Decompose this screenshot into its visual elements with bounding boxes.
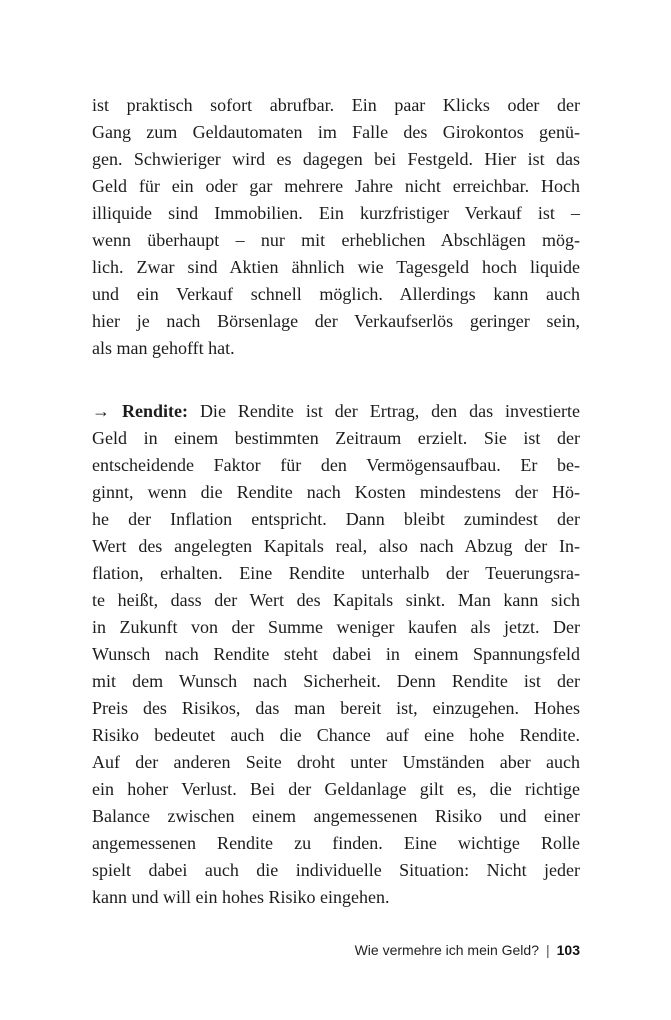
text-line: lich. Zwar sind Aktien ähnlich wie Tagesgeld hoch liquide: [92, 257, 580, 277]
text-line: als man gehofft hat.: [92, 338, 235, 358]
arrow-marker: →: [92, 401, 110, 421]
body-text: [92, 92, 580, 911]
text-line: Auf der anderen Seite droht unter Umständen aber auch: [92, 752, 580, 772]
text-line: he der Inflation entspricht. Dann bleibt zumindest der: [92, 509, 580, 529]
text-line: mit dem Wunsch nach Sicherheit. Denn Rendite ist der: [92, 671, 580, 691]
text-line: Gang zum Geldautomaten im Falle des Girokontos genü-: [92, 122, 580, 142]
paragraph-rendite: [92, 398, 580, 911]
text-line: entscheidende Faktor für den Vermögensaufbau. Er be-: [92, 455, 580, 475]
text-line: [92, 398, 580, 425]
text-line: Wunsch nach Rendite steht dabei in einem Spannungsfeld: [92, 644, 580, 664]
text-line: Wert des angelegten Kapitals real, also nach Abzug der In-: [92, 536, 580, 556]
paragraph-liquidity: [92, 92, 580, 362]
text-line: illiquide sind Immobilien. Ein kurzfristiger Verkauf ist –: [92, 203, 580, 223]
rendite-term-bold: Rendite:: [121, 401, 188, 421]
text-line: und ein Verkauf schnell möglich. Allerdings kann auch: [92, 284, 580, 304]
text-line: angemessenen Rendite zu finden. Eine wichtige Rolle: [92, 833, 580, 853]
text-line: ein hoher Verlust. Bei der Geldanlage gilt es, die richtige: [92, 779, 580, 799]
text-line: Balance zwischen einem angemessenen Risiko und einer: [92, 806, 580, 826]
text-line: gen. Schwieriger wird es dagegen bei Festgeld. Hier ist das: [92, 149, 580, 169]
text-line: kann und will ein hohes Risiko eingehen.: [92, 887, 390, 907]
footer-separator: |: [546, 942, 550, 958]
page-footer: [355, 941, 580, 959]
paragraph-rendite-lines: [92, 425, 580, 911]
text-line: Geld in einem bestimmten Zeitraum erzielt. Sie ist der: [92, 428, 580, 448]
page-number: 103: [556, 942, 580, 958]
first-line-rest: Die Rendite ist der Ertrag, den das investierte: [199, 401, 581, 421]
text-line: wenn überhaupt – nur mit erheblichen Abschlägen mög-: [92, 230, 580, 250]
paragraph-gap: [92, 362, 580, 398]
text-line: spielt dabei auch die individuelle Situation: Nicht jeder: [92, 860, 580, 880]
text-line: flation, erhalten. Eine Rendite unterhalb der Teuerungsra-: [92, 563, 580, 583]
text-line: ist praktisch sofort abrufbar. Ein paar Klicks oder der: [92, 95, 580, 115]
text-line: in Zukunft von der Summe weniger kaufen als jetzt. Der: [92, 617, 580, 637]
text-line: te heißt, dass der Wert des Kapitals sinkt. Man kann sich: [92, 590, 580, 610]
text-line: hier je nach Börsenlage der Verkaufserlös geringer sein,: [92, 311, 580, 331]
running-title: Wie vermehre ich mein Geld?: [354, 942, 539, 958]
text-line: Risiko bedeutet auch die Chance auf eine hohe Rendite.: [92, 725, 580, 745]
text-line: Preis des Risikos, das man bereit ist, einzugehen. Hohes: [92, 698, 580, 718]
text-line: ginnt, wenn die Rendite nach Kosten mindestens der Hö-: [92, 482, 580, 502]
text-line: Geld für ein oder gar mehrere Jahre nicht erreichbar. Hoch: [92, 176, 580, 196]
